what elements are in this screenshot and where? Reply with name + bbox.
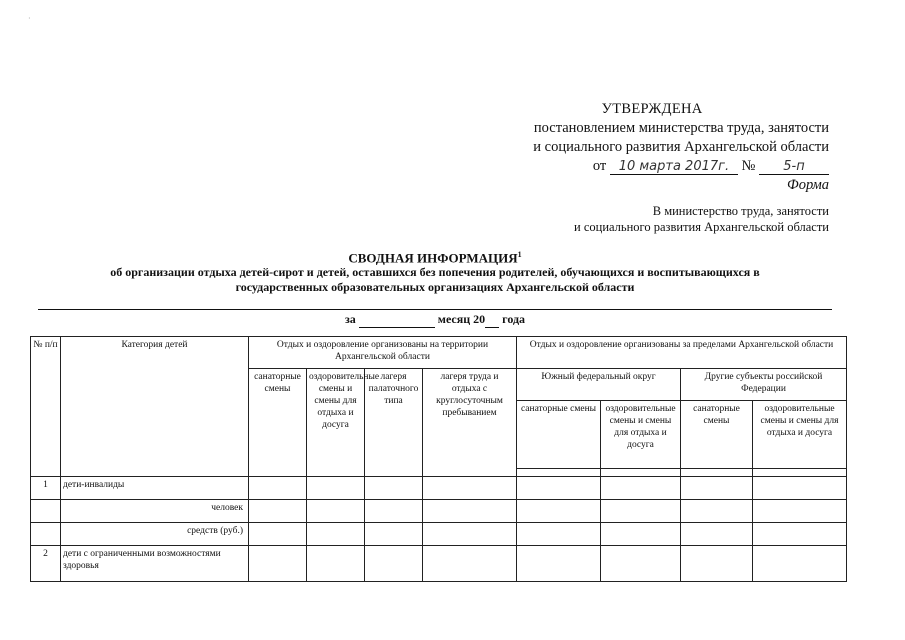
header-inside-sanatorium: санаторные смены	[249, 369, 307, 477]
addressee-line-2: и социального развития Архангельской области	[574, 220, 829, 234]
header-group-inside: Отдых и оздоровление организованы на территории Архангельской области	[249, 337, 517, 369]
row-category: дети с ограниченными возможностями здоровья	[61, 546, 249, 582]
approval-number-label: №	[741, 158, 756, 174]
period-prefix: за	[344, 312, 356, 326]
header-inside-health: оздоровительные смены и смены для отдыха и досуга	[307, 369, 365, 477]
period-middle: месяц 20	[437, 312, 486, 326]
row-number	[31, 523, 61, 546]
approval-number-value: 5-п	[759, 159, 829, 175]
document-heading	[40, 247, 830, 295]
header-group-outside: Отдых и оздоровление организованы за пределами Архангельской области	[517, 337, 847, 369]
row-number: 1	[31, 477, 61, 500]
document-title: СВОДНАЯ ИНФОРМАЦИЯ$^1$	[348, 250, 522, 266]
header-category: Категория детей	[61, 337, 249, 477]
row-number	[31, 500, 61, 523]
header-south-health: оздоровительные смены и смены для отдыха и досуга	[601, 401, 681, 469]
header-other-sanatorium: санаторные смены	[681, 401, 753, 469]
addressee-line-1: В министерство труда, занятости	[652, 204, 829, 218]
footnote-mark: 1	[517, 250, 522, 259]
period-suffix: года	[502, 312, 526, 326]
document-subtitle-1: об организации отдыха детей-сирот и детей, оставшихся без попечения родителей, обучающихся и воспитывающихся в	[110, 265, 760, 280]
header-other-health: оздоровительные смены и смены для отдыха и досуга	[753, 401, 847, 469]
header-southern-district: Южный федеральный округ	[517, 369, 681, 401]
period-line	[38, 312, 832, 328]
approval-line-2: и социального развития Архангельской области	[533, 139, 829, 155]
summary-table	[30, 336, 847, 582]
table-row	[31, 500, 847, 523]
header-inside-tent: лагеря палаточного типа	[365, 369, 423, 477]
table-row	[31, 546, 847, 582]
approval-date-line	[533, 157, 829, 176]
scan-mark: ·	[28, 14, 31, 23]
header-south-sanatorium: санаторные смены	[517, 401, 601, 469]
approval-line-1: постановлением министерства труда, занятости	[533, 120, 829, 136]
approval-stamp	[533, 100, 829, 195]
row-number: 2	[31, 546, 61, 582]
header-other-subjects: Другие субъекты российской Федерации	[681, 369, 847, 401]
month-blank	[359, 312, 435, 328]
heading-rule	[38, 309, 832, 310]
row-category: человек	[61, 500, 249, 523]
approval-title: УТВЕРЖДЕНА	[601, 101, 703, 117]
year-blank	[485, 312, 499, 328]
table-row	[31, 523, 847, 546]
form-label: Форма	[787, 177, 829, 193]
document-subtitle-2: государственных образовательных организациях Архангельской области	[235, 280, 635, 295]
table-row	[31, 477, 847, 500]
approval-date-value: 10 марта 2017г.	[610, 159, 738, 175]
row-category: дети-инвалиды	[61, 477, 249, 500]
row-category: средств (руб.)	[61, 523, 249, 546]
header-number: № п/п	[31, 337, 61, 477]
addressee-block	[574, 203, 829, 235]
header-inside-labor: лагеря труда и отдыха с круглосуточным пребыванием	[423, 369, 517, 477]
approval-from-label: от	[592, 158, 607, 174]
